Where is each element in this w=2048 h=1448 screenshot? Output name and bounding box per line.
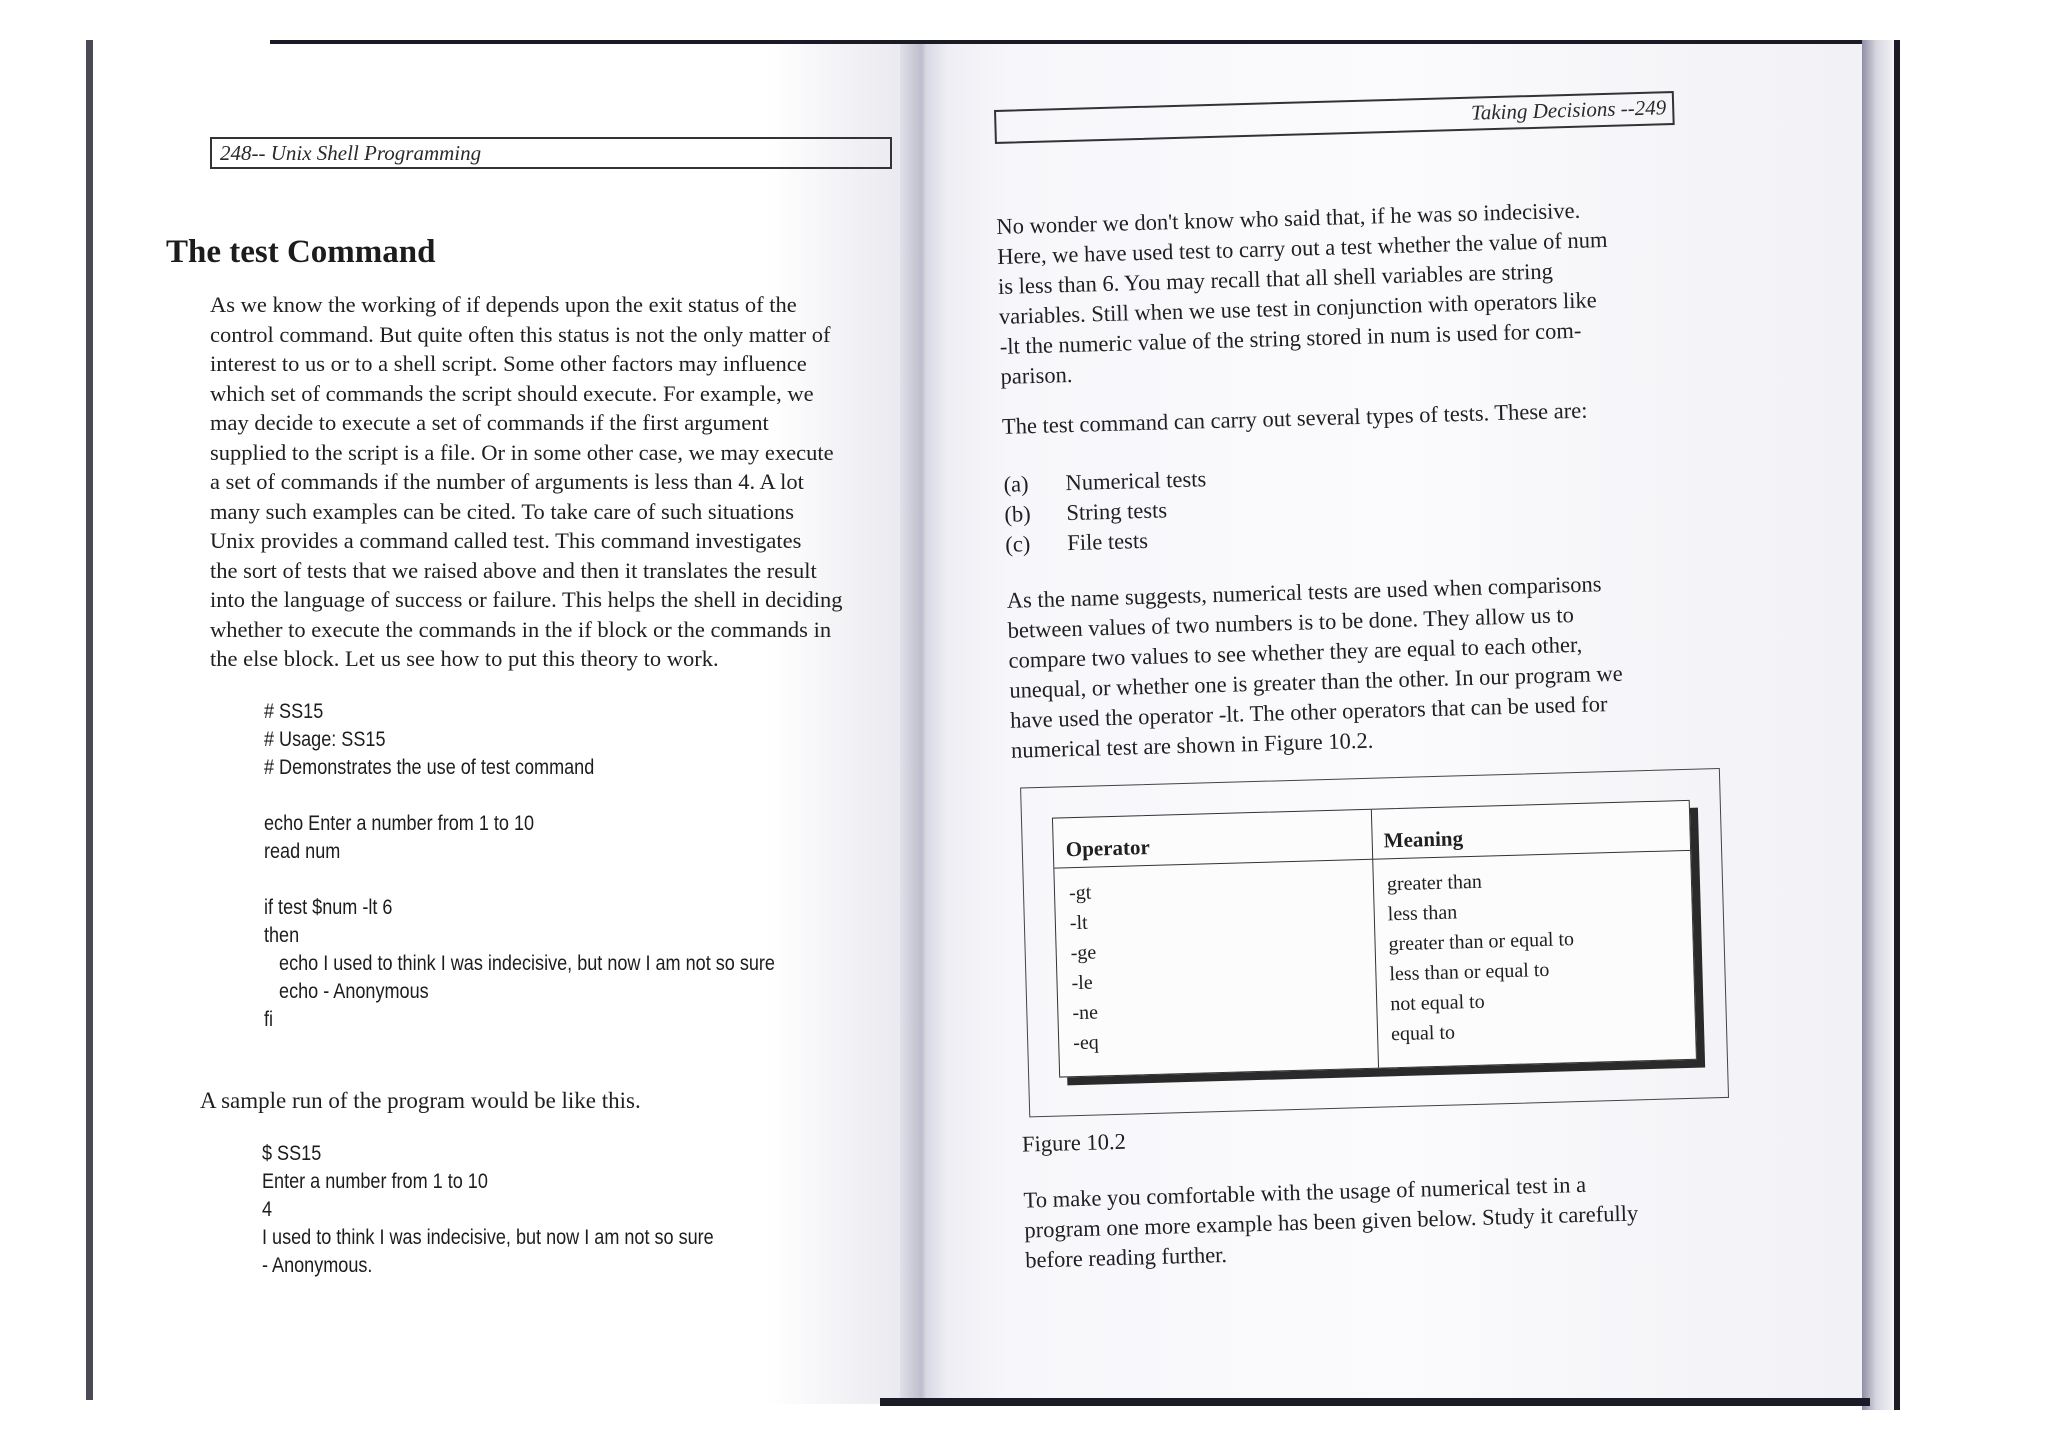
paragraph-line: into the language of success or failure. This helps the shell in deciding bbox=[210, 587, 843, 612]
paragraph-line: interest to us or to a shell script. Some other factors may influence bbox=[210, 351, 807, 376]
intro-paragraph-right bbox=[996, 193, 1691, 392]
meaning-column bbox=[1371, 801, 1696, 1068]
book-left-edge bbox=[86, 40, 93, 1400]
code-line: # Demonstrates the use of test command bbox=[264, 756, 595, 779]
paragraph-line: is less than 6. You may recall that all shell variables are string bbox=[997, 258, 1554, 299]
operator-cell: -lt bbox=[1069, 911, 1088, 935]
paragraph-line: whether to execute the commands in the if block or the commands in bbox=[210, 616, 832, 642]
paragraph-line: Unix provides a command called test. This command investigates bbox=[210, 528, 802, 553]
table-header-operator: Operator bbox=[1053, 810, 1372, 869]
paragraph-line: between values of two numbers is to be done. They allow us to bbox=[1007, 602, 1575, 643]
list-label: File tests bbox=[1066, 527, 1149, 556]
paragraph-line: may decide to execute a set of commands if the first argument bbox=[210, 410, 769, 435]
output-line: Enter a number from 1 to 10 bbox=[262, 1170, 488, 1193]
running-head-left bbox=[210, 137, 892, 169]
figure-label: Figure 10.2 bbox=[1021, 1128, 1127, 1157]
code-line bbox=[264, 784, 775, 812]
section-title: The test Command bbox=[166, 234, 436, 270]
operator-cell: -le bbox=[1071, 971, 1093, 995]
paragraph-line: which set of commands the script should execute. For example, we bbox=[210, 380, 814, 406]
numeric-tests-paragraph bbox=[1006, 567, 1701, 766]
paragraph-line: many such examples can be cited. To take care of such situations bbox=[210, 498, 795, 524]
list-label: Numerical tests bbox=[1065, 466, 1207, 496]
paragraph-line: control command. But quite often this status is not the only matter of bbox=[210, 321, 831, 347]
book-right-edge bbox=[1894, 40, 1900, 1410]
output-line: - Anonymous. bbox=[262, 1254, 373, 1277]
paragraph-line: a set of commands if the number of arguments is less than 4. A lot bbox=[210, 469, 804, 494]
meaning-cell: less than or equal to bbox=[1389, 958, 1550, 986]
test-types-list bbox=[1003, 451, 1695, 560]
code-line: fi bbox=[264, 1008, 274, 1031]
paragraph-line: program one more example has been given below. Study it carefully bbox=[1024, 1200, 1639, 1243]
code-line: echo I used to think I was indecisive, but now I am not so sure bbox=[264, 952, 775, 975]
paragraph-line: before reading further. bbox=[1024, 1241, 1228, 1273]
code-line: # SS15 bbox=[264, 700, 324, 723]
table-header-meaning: Meaning bbox=[1371, 801, 1690, 860]
list-marker: (c) bbox=[1004, 531, 1031, 557]
operator-cell: -ge bbox=[1070, 941, 1097, 965]
list-marker: (b) bbox=[1004, 501, 1032, 527]
meaning-cell: greater than bbox=[1386, 870, 1483, 896]
code-line: if test $num -lt 6 bbox=[264, 896, 393, 919]
paragraph-line: the else block. Let us see how to put this theory to work. bbox=[210, 646, 719, 671]
paragraph-line: No wonder we don't know who said that, if he was so indecisive. bbox=[996, 197, 1581, 239]
code-line: read num bbox=[264, 840, 341, 863]
sample-run-caption: A sample run of the program would be like this. bbox=[200, 1088, 641, 1113]
paragraph-line: have used the operator -lt. The other operators that can be used for bbox=[1009, 691, 1608, 733]
code-line: # Usage: SS15 bbox=[264, 728, 386, 751]
code-line: echo Enter a number from 1 to 10 bbox=[264, 812, 535, 835]
test-types-intro: The test command can carry out several types of tests. These are: bbox=[1001, 397, 1588, 439]
output-line: 4 bbox=[262, 1198, 273, 1221]
paragraph-line: As the name suggests, numerical tests are used when comparisons bbox=[1006, 571, 1602, 613]
script-listing bbox=[264, 700, 775, 1036]
code-line: echo - Anonymous bbox=[264, 980, 429, 1003]
output-line: I used to think I was indecisive, but now I am not so sure bbox=[262, 1226, 714, 1249]
meaning-cell: less than bbox=[1387, 901, 1458, 926]
meaning-cell: equal to bbox=[1390, 1021, 1456, 1046]
closing-paragraph bbox=[1023, 1166, 1715, 1275]
list-marker: (a) bbox=[1003, 471, 1029, 497]
operator-cell: -ne bbox=[1072, 1001, 1099, 1025]
list-label: String tests bbox=[1066, 497, 1168, 526]
paragraph-line: supplied to the script is a file. Or in some other case, we may execute bbox=[210, 439, 834, 465]
paragraph-line: the sort of tests that we raised above and then it translates the result bbox=[210, 557, 817, 583]
paragraph-line: To make you comfortable with the usage of numerical test in a bbox=[1023, 1171, 1587, 1213]
figure-frame bbox=[1020, 768, 1729, 1117]
output-line: $ SS15 bbox=[262, 1142, 322, 1165]
operator-cell: -gt bbox=[1068, 881, 1092, 905]
running-head-right-text: Taking Decisions --249 bbox=[1470, 95, 1667, 125]
meaning-cell: not equal to bbox=[1389, 990, 1485, 1016]
paragraph-line: parison. bbox=[1000, 361, 1073, 389]
book-bottom-edge bbox=[880, 1398, 1870, 1406]
operator-cell: -eq bbox=[1072, 1031, 1100, 1055]
paragraph-line: variables. Still when we use test in conjunction with operators like bbox=[998, 287, 1598, 329]
operator-table bbox=[1052, 800, 1697, 1078]
paragraph-line: As we know the working of if depends upon the exit status of the bbox=[210, 292, 797, 317]
code-line bbox=[264, 868, 775, 896]
book-gutter bbox=[900, 44, 948, 1404]
running-head-left-text: 248-- Unix Shell Programming bbox=[220, 141, 482, 165]
meaning-cell: greater than or equal to bbox=[1388, 928, 1575, 956]
paragraph-line: Here, we have used test to carry out a test whether the value of num bbox=[996, 226, 1608, 269]
paragraph-line: unequal, or whether one is greater than the other. In our program we bbox=[1009, 660, 1624, 703]
paragraph-line: -lt the numeric value of the string stored in num is used for com- bbox=[999, 317, 1582, 359]
sample-run-output bbox=[262, 1142, 714, 1282]
code-line: then bbox=[264, 924, 300, 947]
page-stack-edge bbox=[1862, 40, 1894, 1410]
operator-column bbox=[1053, 810, 1379, 1077]
right-page-content bbox=[996, 193, 1715, 1276]
paragraph-line: numerical test are shown in Figure 10.2. bbox=[1010, 727, 1374, 763]
intro-paragraph bbox=[210, 290, 892, 674]
paragraph-line: compare two values to see whether they are equal to each other, bbox=[1008, 631, 1583, 673]
